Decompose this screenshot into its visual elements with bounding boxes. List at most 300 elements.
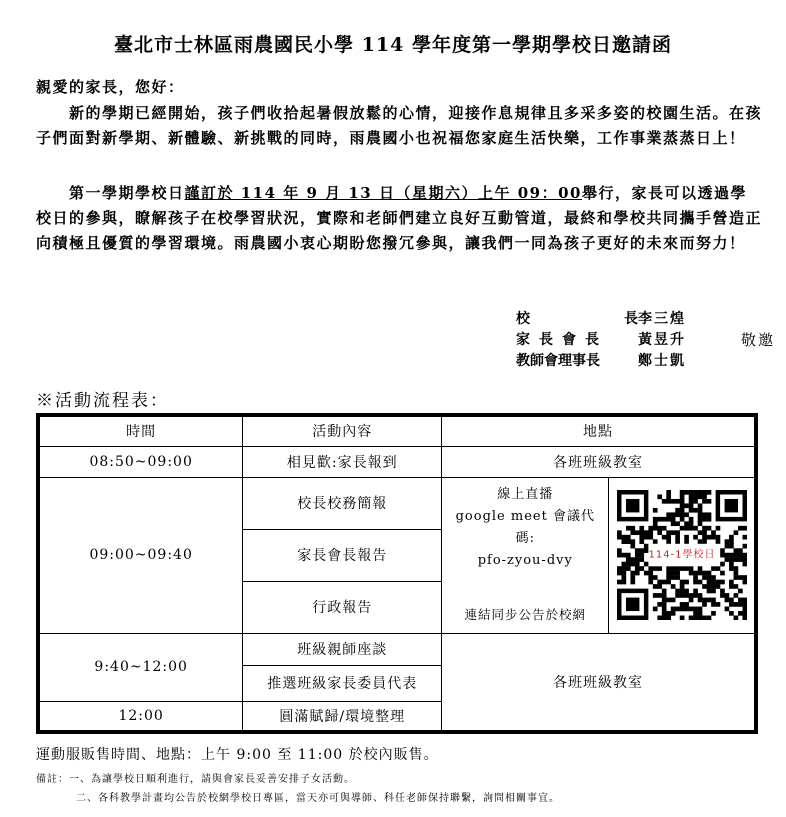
qr-module — [688, 598, 693, 603]
qr-module — [644, 530, 649, 535]
qr-module — [662, 598, 667, 603]
qr-module — [657, 602, 662, 607]
qr-module — [639, 548, 644, 553]
table-row — [38, 633, 756, 665]
qr-module — [729, 557, 734, 562]
activity-cell: 圓滿賦歸/環境整理 — [243, 701, 442, 732]
page-title: 臺北市士林區雨農國民小學 114 學年度第一學期學校日邀請函 — [114, 34, 672, 56]
table-header-row — [38, 415, 756, 446]
qr-module — [653, 607, 658, 612]
qr-module — [711, 575, 716, 580]
qr-module — [635, 571, 640, 576]
signature-title: 家長會長 — [516, 332, 608, 348]
qr-module — [639, 557, 644, 562]
qr-module — [742, 562, 746, 567]
qr-module — [688, 593, 693, 598]
qr-module — [742, 611, 746, 616]
qr-module — [630, 557, 635, 562]
qr-module — [697, 494, 702, 499]
qr-module — [697, 580, 702, 585]
qr-cell — [609, 477, 756, 633]
qr-module — [679, 517, 684, 522]
qr-module — [648, 535, 653, 540]
qr-module — [706, 589, 711, 594]
qr-module — [679, 580, 684, 585]
qr-module — [679, 584, 684, 589]
qr-module — [671, 607, 676, 612]
qr-module — [711, 598, 716, 603]
qr-module — [621, 580, 626, 585]
qr-module — [688, 499, 693, 504]
qr-module — [733, 557, 738, 562]
qr-module — [621, 553, 626, 558]
qr-module — [675, 607, 680, 612]
qr-module — [738, 598, 743, 603]
qr-module — [697, 598, 702, 603]
qr-module — [653, 539, 658, 544]
qr-module — [724, 557, 729, 562]
qr-module — [630, 575, 635, 580]
qr-module — [720, 571, 725, 576]
qr-module — [720, 580, 725, 585]
qr-module — [617, 530, 622, 535]
qr-module — [733, 530, 738, 535]
qr-module — [653, 517, 658, 522]
qr-module — [621, 562, 626, 567]
qr-module — [630, 539, 635, 544]
paragraph-2-start: 第一學期學校日 — [69, 184, 185, 202]
qr-module — [657, 494, 662, 499]
paragraph-2 — [36, 181, 762, 256]
qr-module — [671, 499, 676, 504]
qr-module — [621, 539, 626, 544]
qr-module — [702, 494, 707, 499]
event-date: 謹訂於 114 年 9 月 13 日（星期六）上午 09：00 — [184, 184, 582, 202]
qr-module — [679, 602, 684, 607]
qr-module — [666, 490, 671, 495]
qr-module — [688, 521, 693, 526]
qr-module — [679, 526, 684, 531]
qr-module — [724, 593, 729, 598]
qr-module — [711, 580, 716, 585]
qr-module — [715, 566, 720, 571]
qr-module — [702, 530, 707, 535]
qr-module — [697, 490, 702, 495]
signature-block — [516, 309, 775, 372]
qr-module — [675, 530, 680, 535]
qr-module — [679, 494, 684, 499]
qr-module — [697, 503, 702, 508]
qr-module — [706, 580, 711, 585]
qr-code[interactable] — [617, 490, 747, 620]
qr-module — [729, 584, 734, 589]
qr-module — [733, 593, 738, 598]
paragraph-2-end: 舉行，家長可以透過學校日的參與，瞭解孩子在校學習狀況，實際和老師們建立良好互動管道，最終和學校共同攜手營造正向積極且優質的學習環境。雨農國小衷心期盼您撥冗參與，讓我們一同為孩子更好的未來而努力！ — [36, 184, 763, 252]
qr-module — [742, 580, 746, 585]
qr-module — [729, 562, 734, 567]
qr-module — [706, 512, 711, 517]
qr-module — [675, 512, 680, 517]
qr-module — [630, 562, 635, 567]
qr-module — [711, 584, 716, 589]
qr-module — [635, 562, 640, 567]
qr-module — [666, 535, 671, 540]
qr-module — [742, 607, 746, 612]
location-cell: 各班班級教室 — [442, 446, 756, 477]
qr-module — [626, 535, 631, 540]
qr-module — [653, 526, 658, 531]
qr-module — [671, 517, 676, 522]
qr-module — [738, 548, 743, 553]
qr-module — [684, 580, 689, 585]
qr-module — [626, 499, 639, 512]
activity-cell: 家長會長報告 — [243, 529, 442, 581]
qr-module — [662, 616, 667, 620]
qr-module — [702, 535, 707, 540]
header-time: 時間 — [38, 415, 243, 446]
schedule-heading: ※活動流程表： — [36, 391, 169, 411]
qr-module — [666, 512, 671, 517]
qr-module — [621, 566, 626, 571]
time-cell: 08:50~09:00 — [38, 446, 243, 477]
qr-module — [720, 589, 725, 594]
qr-module — [662, 602, 667, 607]
qr-module — [724, 544, 729, 549]
qr-module — [662, 611, 667, 616]
qr-module — [662, 589, 667, 594]
qr-module — [635, 557, 640, 562]
live-info — [446, 484, 604, 572]
qr-module — [653, 593, 658, 598]
qr-module — [626, 526, 631, 531]
qr-module — [653, 575, 658, 580]
qr-module — [702, 517, 707, 522]
qr-module — [729, 539, 734, 544]
qr-module — [697, 616, 702, 620]
qr-module — [715, 602, 720, 607]
qr-module — [693, 607, 698, 612]
qr-module — [657, 526, 662, 531]
qr-module — [697, 566, 702, 571]
qr-module — [621, 571, 626, 576]
schedule-table — [36, 413, 758, 734]
qr-module — [684, 490, 689, 495]
qr-module — [693, 589, 698, 594]
qr-module — [733, 575, 738, 580]
qr-module — [693, 616, 698, 620]
qr-module — [688, 566, 693, 571]
qr-module — [706, 526, 711, 531]
qr-module — [702, 526, 707, 531]
qr-module — [657, 616, 662, 620]
qr-module — [742, 557, 746, 562]
qr-module — [738, 589, 743, 594]
qr-module — [729, 566, 734, 571]
activity-cell: 行政報告 — [243, 581, 442, 633]
qr-module — [729, 580, 734, 585]
qr-module — [662, 526, 667, 531]
qr-module — [675, 566, 680, 571]
qr-module — [675, 589, 680, 594]
qr-module — [666, 517, 671, 522]
location-cell: 各班班級教室 — [442, 633, 756, 732]
qr-module — [653, 566, 658, 571]
qr-module — [630, 526, 635, 531]
qr-module — [666, 499, 671, 504]
paragraph-1: 新的學期已經開始，孩子們收拾起暑假放鬆的心情，迎接作息規律且多采多姿的校園生活。在孩子們面對新學期、新體驗、新挑戰的同時，雨農國小也祝福您家庭生活快樂，工作事業蒸蒸日上！ — [36, 104, 763, 147]
qr-module — [657, 517, 662, 522]
qr-module — [679, 593, 684, 598]
qr-module — [639, 535, 644, 540]
qr-module — [648, 526, 653, 531]
qr-module — [684, 521, 689, 526]
qr-module — [675, 508, 680, 513]
qr-module — [635, 548, 640, 553]
qr-module — [621, 535, 626, 540]
qr-module — [733, 553, 738, 558]
qr-module — [653, 521, 658, 526]
qr-module — [729, 602, 734, 607]
qr-module — [733, 566, 738, 571]
qr-module — [684, 539, 689, 544]
qr-module — [648, 530, 653, 535]
qr-module — [697, 521, 702, 526]
signature-title: 教師會理事長 — [516, 353, 600, 369]
qr-module — [706, 499, 711, 504]
qr-module — [729, 553, 734, 558]
qr-module — [729, 544, 734, 549]
qr-module — [742, 535, 746, 540]
qr-module — [617, 580, 622, 585]
meet-code-label: google meet 會議代碼: — [455, 509, 595, 546]
qr-module — [742, 526, 746, 531]
qr-module — [666, 566, 671, 571]
qr-module — [626, 557, 631, 562]
qr-module — [715, 584, 720, 589]
qr-module — [697, 508, 702, 513]
qr-module — [684, 512, 689, 517]
qr-module — [621, 575, 626, 580]
title-char: 長 — [624, 311, 638, 327]
qr-module — [702, 602, 707, 607]
qr-module — [671, 566, 676, 571]
qr-module — [693, 526, 698, 531]
qr-module — [635, 566, 640, 571]
qr-module — [697, 607, 702, 612]
qr-module — [711, 530, 716, 535]
qr-module — [715, 535, 720, 540]
qr-module — [738, 602, 743, 607]
qr-module — [693, 571, 698, 576]
qr-module — [724, 539, 729, 544]
qr-module — [702, 539, 707, 544]
qr-module — [684, 526, 689, 531]
qr-module — [675, 575, 680, 580]
qr-module — [671, 571, 676, 576]
qr-module — [671, 584, 676, 589]
qr-module — [617, 548, 622, 553]
qr-module — [671, 575, 676, 580]
qr-module — [738, 557, 743, 562]
time-cell: 09:00~09:40 — [38, 477, 243, 633]
qr-module — [617, 553, 622, 558]
qr-module — [671, 521, 676, 526]
qr-module — [666, 580, 671, 585]
qr-module — [662, 535, 667, 540]
qr-module — [693, 535, 698, 540]
qr-module — [626, 539, 631, 544]
qr-module — [706, 584, 711, 589]
qr-module — [733, 616, 738, 620]
qr-module — [706, 575, 711, 580]
qr-module — [715, 580, 720, 585]
qr-module — [662, 593, 667, 598]
qr-module — [644, 535, 649, 540]
qr-module — [675, 521, 680, 526]
qr-module — [671, 512, 676, 517]
qr-module — [648, 571, 653, 576]
signature-row — [516, 330, 775, 351]
qr-module — [679, 490, 684, 495]
qr-module — [679, 607, 684, 612]
qr-module — [679, 499, 684, 504]
qr-module — [639, 526, 644, 531]
qr-module — [688, 494, 693, 499]
qr-module — [742, 553, 746, 558]
qr-module — [648, 580, 653, 585]
signature-title — [516, 309, 638, 330]
qr-module — [738, 526, 743, 531]
signature-row — [516, 309, 775, 330]
qr-module — [724, 598, 729, 603]
qr-module — [657, 530, 662, 535]
qr-module — [697, 517, 702, 522]
qr-module — [688, 490, 693, 495]
qr-module — [693, 494, 698, 499]
qr-module — [693, 490, 698, 495]
qr-module — [688, 607, 693, 612]
activity-cell: 班級親師座談 — [243, 633, 442, 665]
qr-module — [702, 575, 707, 580]
qr-module — [720, 553, 725, 558]
live-stream-cell — [442, 477, 609, 633]
title-char: 校 — [516, 311, 530, 327]
qr-module — [697, 593, 702, 598]
qr-module — [706, 535, 711, 540]
qr-module — [693, 611, 698, 616]
qr-module — [626, 553, 631, 558]
qr-module — [679, 508, 684, 513]
signature-name: 李三煌 — [638, 311, 686, 327]
qr-module — [684, 589, 689, 594]
qr-module — [733, 571, 738, 576]
qr-module — [738, 575, 743, 580]
qr-module — [729, 611, 734, 616]
qr-module — [702, 499, 707, 504]
qr-module — [666, 571, 671, 576]
qr-module — [688, 616, 693, 620]
qr-module — [715, 539, 720, 544]
qr-module — [733, 584, 738, 589]
qr-module — [653, 584, 658, 589]
qr-module — [675, 593, 680, 598]
qr-module — [626, 566, 631, 571]
qr-module — [653, 508, 658, 513]
qr-module — [626, 562, 631, 567]
qr-module — [630, 530, 635, 535]
qr-module — [679, 503, 684, 508]
qr-module — [644, 571, 649, 576]
qr-module — [697, 611, 702, 616]
live-note: 連結同步公告於校網 — [464, 607, 587, 622]
qr-module — [639, 553, 644, 558]
qr-module — [711, 602, 716, 607]
qr-module — [702, 490, 707, 495]
qr-module — [693, 580, 698, 585]
qr-module — [630, 571, 635, 576]
qr-module — [617, 571, 622, 576]
qr-module — [697, 512, 702, 517]
qr-module — [738, 611, 743, 616]
qr-module — [688, 517, 693, 522]
table-row — [38, 477, 756, 529]
qr-module — [617, 535, 622, 540]
qr-module — [720, 593, 725, 598]
qr-module — [657, 580, 662, 585]
qr-module — [693, 499, 698, 504]
activity-cell: 推選班級家長委員代表 — [243, 665, 442, 701]
qr-module — [675, 539, 680, 544]
qr-label: 114-1學校日 — [648, 549, 716, 561]
qr-module — [742, 598, 746, 603]
qr-module — [684, 593, 689, 598]
meet-code[interactable]: pfo-zyou-dvy — [477, 553, 573, 568]
qr-module — [711, 611, 716, 616]
qr-module — [702, 584, 707, 589]
signature-name: 黃昱升 — [638, 332, 686, 348]
qr-module — [630, 544, 635, 549]
qr-module — [688, 571, 693, 576]
qr-module — [648, 566, 653, 571]
qr-module — [729, 535, 734, 540]
qr-module — [684, 607, 689, 612]
qr-module — [666, 598, 671, 603]
signature-name: 鄭士凱 — [638, 353, 686, 369]
qr-module — [675, 571, 680, 576]
closing: 敬邀 — [741, 331, 776, 349]
qr-module — [724, 607, 729, 612]
qr-module — [724, 499, 737, 512]
qr-module — [657, 584, 662, 589]
activity-cell: 校長校務簡報 — [243, 477, 442, 529]
qr-module — [697, 539, 702, 544]
qr-module — [635, 553, 640, 558]
qr-module — [702, 571, 707, 576]
qr-module — [706, 517, 711, 522]
greeting: 親愛的家長，您好： — [36, 78, 185, 96]
qr-module — [702, 512, 707, 517]
qr-module — [715, 526, 720, 531]
qr-module — [679, 589, 684, 594]
qr-module — [742, 575, 746, 580]
qr-module — [666, 611, 671, 616]
qr-module — [630, 580, 635, 585]
qr-module — [671, 598, 676, 603]
qr-module — [711, 535, 716, 540]
qr-module — [657, 566, 662, 571]
qr-module — [729, 598, 734, 603]
qr-module — [662, 499, 667, 504]
